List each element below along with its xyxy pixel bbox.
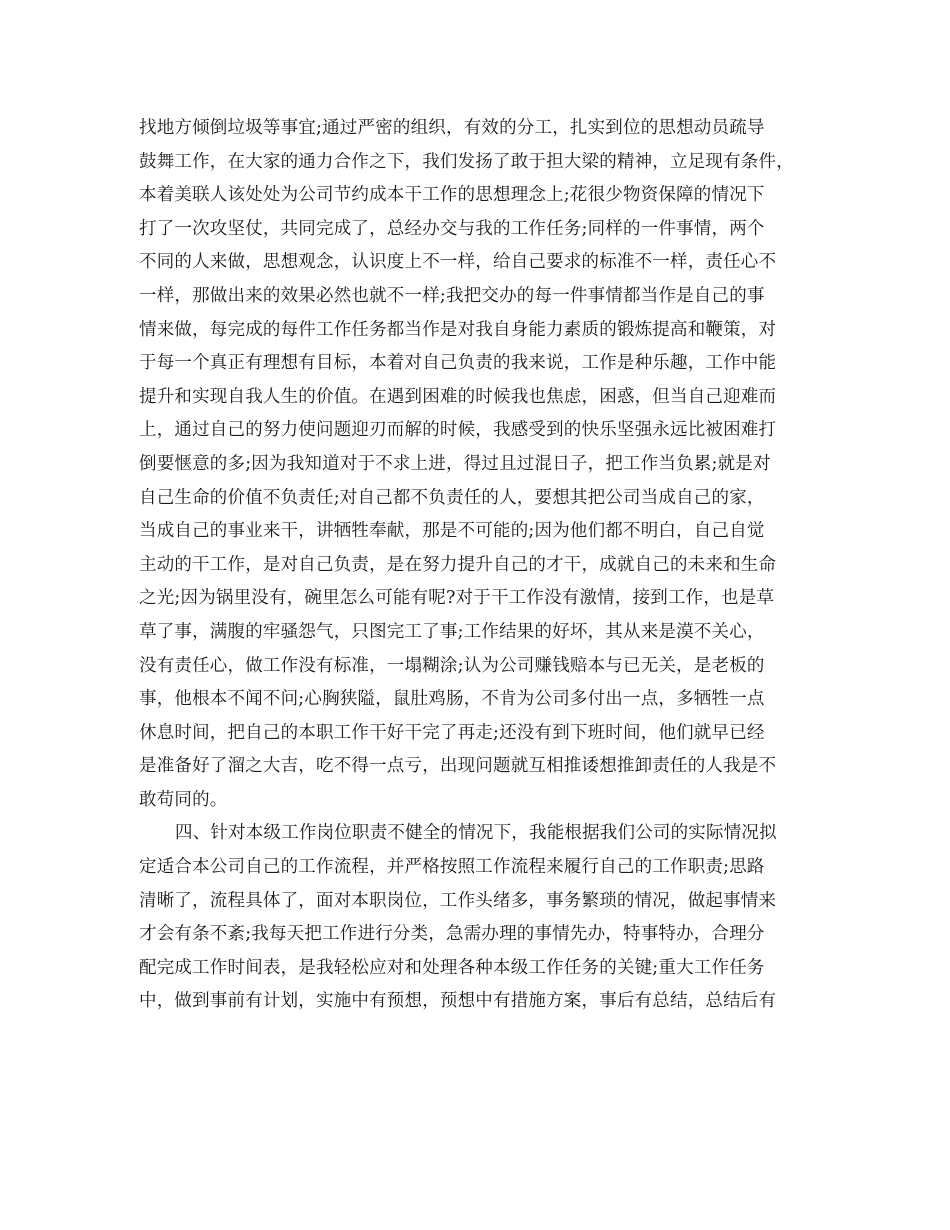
text-line: 倒要惬意的多;因为我知道对于不求上进，得过且过混日子，把工作当负累;就是对 — [139, 453, 771, 474]
paragraph-start-line: 四、针对本级工作岗位职责不健全的情况下，我能根据我们公司的实际情况拟 — [175, 823, 777, 844]
text-line: 中，做到事前有计划，实施中有预想，预想中有措施方案，事后有总结，总结后有 — [139, 991, 777, 1012]
text-line: 之光;因为锅里没有，碗里怎么可能有呢?对于干工作没有激情，接到工作，也是草 — [139, 588, 775, 609]
text-line: 于每一个真正有理想有目标，本着对自己负责的我来说，工作是种乐趣，工作中能 — [139, 353, 777, 374]
text-line: 鼓舞工作，在大家的通力合作之下，我们发扬了敢于担大梁的精神，立足现有条件， — [139, 151, 794, 172]
text-line: 清晰了，流程具体了，面对本职岗位，工作头绪多，事务繁琐的情况，做起事情来 — [139, 890, 777, 911]
text-line: 配完成工作时间表，是我轻松应对和处理各种本级工作任务的关键;重大工作任务 — [139, 957, 765, 978]
text-line: 没有责任心，做工作没有标准，一塌糊涂;认为公司赚钱赔本与已无关，是老板的 — [139, 655, 765, 676]
document-body — [139, 112, 839, 1019]
text-line: 事，他根本不闻不问;心胸狭隘，鼠肚鸡肠，不肯为公司多付出一点，多牺牲一点 — [139, 689, 765, 710]
text-line: 本着美联人该处处为公司节约成本干工作的思想理念上;花很少物资保障的情况下 — [139, 185, 765, 206]
text-line: 当成自己的事业来干，讲牺牲奉献，那是不可能的;因为他们都不明白，自己自觉 — [139, 521, 765, 542]
text-line: 打了一次攻坚仗，共同完成了，总经办交与我的工作任务;同样的一件事情，两个 — [139, 218, 765, 239]
text-line: 提升和实现自我人生的价值。在遇到困难的时候我也焦虑，困惑，但当自己迎难而 — [139, 386, 777, 407]
text-line: 休息时间，把自己的本职工作干好干完了再走;还没有到下班时间，他们就早已经 — [139, 722, 765, 743]
text-line: 上，通过自己的努力使问题迎刃而解的时候，我感受到的快乐坚强永远比被困难打 — [139, 420, 777, 441]
text-line: 是准备好了溜之大吉，吃不得一点亏，出现问题就互相推诿想推卸责任的人我是不 — [139, 756, 777, 777]
text-line: 定适合本公司自己的工作流程，并严格按照工作流程来履行自己的工作职责;思路 — [139, 857, 765, 878]
text-line: 情来做，每完成的每件工作任务都当作是对我自身能力素质的锻炼提高和鞭策，对 — [139, 319, 777, 340]
text-line: 自己生命的价值不负责任;对自己都不负责任的人，要想其把公司当成自己的家， — [139, 487, 765, 508]
text-line: 找地方倾倒垃圾等事宜;通过严密的组织，有效的分工，扎实到位的思想动员疏导 — [139, 118, 765, 138]
text-line: 主动的干工作，是对自己负责，是在努力提升自己的才干，成就自己的未来和生命 — [139, 554, 777, 575]
text-line: 才会有条不紊;我每天把工作进行分类，急需办理的事情先办，特事特办，合理分 — [139, 924, 765, 945]
text-line: 草了事，满腹的牢骚怨气，只图完工了事;工作结果的好坏，其从来是漠不关心， — [139, 621, 765, 642]
text-line: 敢苟同的。 — [139, 789, 228, 810]
text-line: 不同的人来做，思想观念，认识度上不一样，给自己要求的标准不一样，责任心不 — [139, 252, 777, 273]
text-line: 一样，那做出来的效果必然也就不一样;我把交办的每一件事情都当作是自己的事 — [139, 285, 765, 306]
